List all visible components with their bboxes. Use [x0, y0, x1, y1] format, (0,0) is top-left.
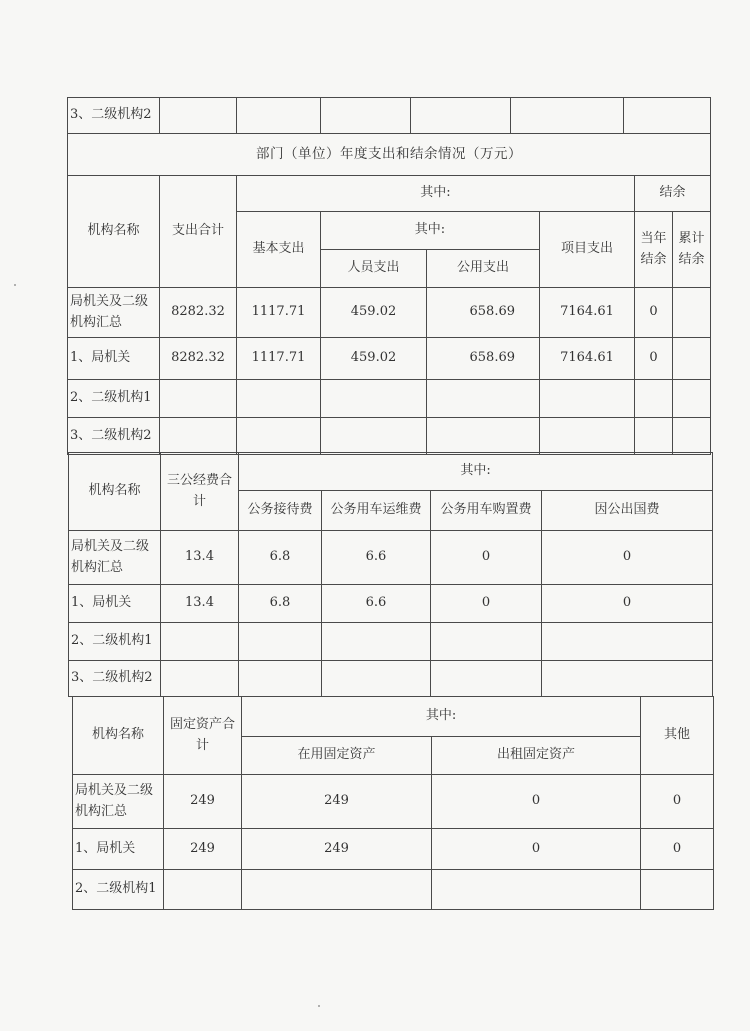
row-name: 2、二级机构1 [68, 380, 160, 418]
cell-current: 0 [635, 288, 673, 338]
cell-public [427, 380, 540, 418]
cell-rented: 0 [432, 829, 641, 870]
cell-car-ops: 6.6 [322, 531, 431, 585]
cell-cum [673, 380, 711, 418]
cell-current: 0 [635, 338, 673, 380]
cell-project: 7164.61 [540, 288, 635, 338]
table-row [73, 775, 714, 829]
header-other: 其他 [641, 697, 714, 775]
header-qizhong: 其中: [242, 697, 641, 737]
cell-basic [237, 418, 321, 455]
header-reception: 公务接待费 [239, 491, 322, 531]
header-abroad: 因公出国费 [542, 491, 713, 531]
cell-public: 658.69 [427, 338, 540, 380]
header-project: 项目支出 [540, 212, 635, 288]
table-row [68, 380, 711, 418]
expenditure-table [67, 133, 711, 455]
header-car-ops: 公务用车运维费 [322, 491, 431, 531]
fixed-assets-table [72, 696, 714, 910]
cell-car-ops [322, 661, 431, 697]
cell-car-buy [431, 623, 542, 661]
section-title: 部门（单位）年度支出和结余情况（万元） [68, 134, 711, 176]
header-in-use: 在用固定资产 [242, 737, 432, 775]
row-name: 3、二级机构2 [69, 661, 161, 697]
header-name: 机构名称 [69, 453, 161, 531]
cell-abroad [542, 623, 713, 661]
cell-cum [673, 418, 711, 455]
header-name: 机构名称 [68, 176, 160, 288]
header-current-balance: 当年结余 [635, 212, 673, 288]
header-public: 公用支出 [427, 250, 540, 288]
header-balance: 结余 [635, 176, 711, 212]
cell-car-ops [322, 623, 431, 661]
cell-person [321, 418, 427, 455]
cell-abroad: 0 [542, 585, 713, 623]
header-total: 固定资产合计 [164, 697, 242, 775]
cell-total [160, 380, 237, 418]
header-qizhong: 其中: [239, 453, 713, 491]
table-row [69, 623, 713, 661]
cell-reception [239, 661, 322, 697]
cell-basic: 1117.71 [237, 338, 321, 380]
cell-rented [432, 870, 641, 910]
row-name: 3、二级机构2 [68, 418, 160, 455]
cell-total: 249 [164, 775, 242, 829]
header-basic: 基本支出 [237, 212, 321, 288]
row-name: 3、二级机构2 [68, 98, 160, 134]
header-name: 机构名称 [73, 697, 164, 775]
header-cum-balance: 累计结余 [673, 212, 711, 288]
row-name: 2、二级机构1 [69, 623, 161, 661]
row-name: 局机关及二级机构汇总 [68, 288, 160, 338]
table-row [68, 288, 711, 338]
table-row [69, 531, 713, 585]
row-name: 局机关及二级机构汇总 [69, 531, 161, 585]
cell-car-buy: 0 [431, 531, 542, 585]
cell-basic [237, 380, 321, 418]
cell-other: 0 [641, 775, 714, 829]
cell-project [540, 380, 635, 418]
cell-public [427, 418, 540, 455]
row-name: 局机关及二级机构汇总 [73, 775, 164, 829]
table-row [68, 418, 711, 455]
cell-person: 459.02 [321, 338, 427, 380]
cell-total [161, 661, 239, 697]
header-total: 三公经费合计 [161, 453, 239, 531]
header-car-buy: 公务用车购置费 [431, 491, 542, 531]
cell-current [635, 380, 673, 418]
row-name: 2、二级机构1 [73, 870, 164, 910]
cell-car-buy: 0 [431, 585, 542, 623]
cell-total: 8282.32 [160, 288, 237, 338]
cell-reception: 6.8 [239, 531, 322, 585]
cell-in-use: 249 [242, 775, 432, 829]
row-name: 1、局机关 [68, 338, 160, 380]
cell-total: 8282.32 [160, 338, 237, 380]
cell-rented: 0 [432, 775, 641, 829]
cell-abroad: 0 [542, 531, 713, 585]
cell-cum [673, 288, 711, 338]
cell-person [321, 380, 427, 418]
cell-project: 7164.61 [540, 338, 635, 380]
table-row [69, 661, 713, 697]
table-row [68, 338, 711, 380]
scan-speck [318, 1005, 320, 1007]
header-qizhong2: 其中: [321, 212, 540, 250]
cell-reception [239, 623, 322, 661]
cell-total: 249 [164, 829, 242, 870]
top-partial-table [67, 97, 711, 134]
table-row [73, 870, 714, 910]
header-qizhong: 其中: [237, 176, 635, 212]
cell-abroad [542, 661, 713, 697]
cell-total [164, 870, 242, 910]
row-name: 1、局机关 [69, 585, 161, 623]
table-row [69, 585, 713, 623]
cell-car-buy [431, 661, 542, 697]
cell-total: 13.4 [161, 585, 239, 623]
cell-total [161, 623, 239, 661]
table-row [73, 829, 714, 870]
cell-cum [673, 338, 711, 380]
cell-other: 0 [641, 829, 714, 870]
cell-project [540, 418, 635, 455]
scan-speck [14, 284, 16, 286]
cell-total: 13.4 [161, 531, 239, 585]
header-total: 支出合计 [160, 176, 237, 288]
cell-total [160, 418, 237, 455]
three-public-expenses-table [68, 452, 713, 697]
header-rented: 出租固定资产 [432, 737, 641, 775]
cell-in-use: 249 [242, 829, 432, 870]
cell-current [635, 418, 673, 455]
cell-other [641, 870, 714, 910]
cell-in-use [242, 870, 432, 910]
cell-reception: 6.8 [239, 585, 322, 623]
row-name: 1、局机关 [73, 829, 164, 870]
cell-person: 459.02 [321, 288, 427, 338]
cell-car-ops: 6.6 [322, 585, 431, 623]
cell-basic: 1117.71 [237, 288, 321, 338]
cell-public: 658.69 [427, 288, 540, 338]
header-person: 人员支出 [321, 250, 427, 288]
